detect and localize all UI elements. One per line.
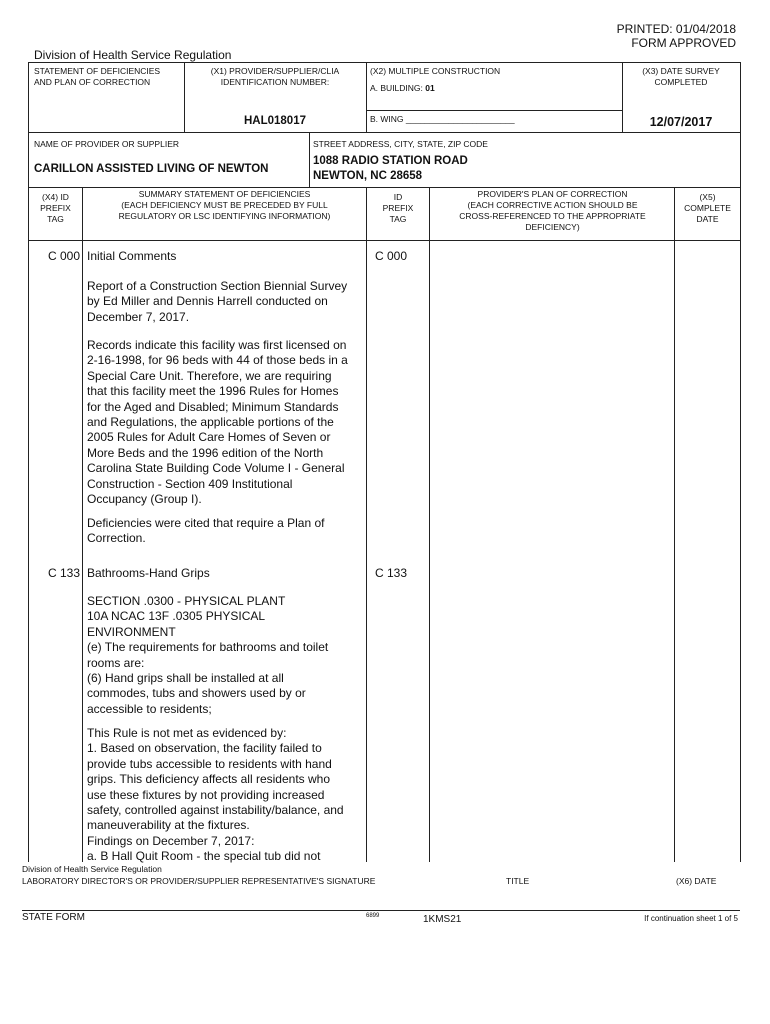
date-label: (X6) DATE xyxy=(676,876,717,886)
state-form-label: STATE FORM xyxy=(22,912,85,923)
entry-id-tag: C 133 xyxy=(375,566,408,580)
x5-column-header: (X5) COMPLETE DATE xyxy=(684,192,731,224)
x4-column-header: (X4) ID PREFIX TAG xyxy=(40,192,71,224)
entry-id-tag: C 000 xyxy=(375,249,408,263)
entry-paragraph: SECTION .0300 - PHYSICAL PLANT 10A NCAC 13F .0305 PHYSICAL ENVIRONMENT (e) The requirements for bathrooms and toilet rooms are: (6) Hand grips shall be installed at all commodes, tubs and showers used by or accessible to residents; xyxy=(87,594,329,716)
plan-column-header: PROVIDER'S PLAN OF CORRECTION (EACH CORRECTIVE ACTION SHOULD BE CROSS-REFERENCED TO THE APPROPRIATE DEFICIENCY) xyxy=(459,189,646,232)
x1-label: (X1) PROVIDER/SUPPLIER/CLIA IDENTIFICATION NUMBER: xyxy=(210,66,340,87)
entry-paragraph: Records indicate this facility was first licensed on 2-16-1998, for 96 beds with 44 of those beds in a Special Care Unit. Therefore, we are requiring that this facility meet the 1996 Rules for Homes for the Aged and Disabled; Minimum Standards and Regulations, the applicable portions of the 2005 Rules for Adult Care Homes of Seven or More Beds and the 1996 edition of the North Carolina State Building Code Volume I - General Construction - Section 409 Institutional Occupancy (Group I). xyxy=(87,338,348,507)
event-id: 1KMS21 xyxy=(423,914,462,925)
address-line-1: 1088 RADIO STATION ROAD xyxy=(313,155,468,167)
entry-title: Bathrooms-Hand Grips xyxy=(87,566,210,580)
address-label: STREET ADDRESS, CITY, STATE, ZIP CODE xyxy=(313,139,488,149)
entry-paragraph: This Rule is not met as evidenced by: 1. Based on observation, the facility failed to provide tubs accessible to residents with hand grips. This deficiency affects all residents who use these fixtures by not providing increased safety, controlled against instability/balance, and maneuverability at the fixtures. Findings on December 7, 2017: a. B Hall Quit Room - the special tub did not xyxy=(87,726,344,864)
agency-name: Division of Health Service Regulation xyxy=(34,48,232,62)
form-status: FORM APPROVED xyxy=(631,36,736,50)
title-label: TITLE xyxy=(506,876,530,886)
address-line-2: NEWTON, NC 28658 xyxy=(313,170,423,182)
form-number: 6899 xyxy=(366,913,380,919)
entry-tag: C 000 xyxy=(47,249,80,263)
statement-label: STATEMENT OF DEFICIENCIES AND PLAN OF CORRECTION xyxy=(34,66,161,87)
x2-building xyxy=(370,83,435,94)
printed-date: PRINTED: 01/04/2018 xyxy=(616,22,736,36)
x2-building-label: A. BUILDING: xyxy=(370,83,423,93)
summary-column-header: SUMMARY STATEMENT OF DEFICIENCIES (EACH DEFICIENCY MUST BE PRECEDED BY FULL REGULATORY OR LSC IDENTIFYING INFORMATION) xyxy=(118,189,331,221)
entry-tag: C 133 xyxy=(47,566,80,580)
x2-building-value: 01 xyxy=(425,83,435,93)
x3-label: (X3) DATE SURVEY COMPLETED xyxy=(642,66,720,87)
entry-title: Initial Comments xyxy=(87,249,177,263)
continuation-sheet: If continuation sheet 1 of 5 xyxy=(644,914,738,923)
provider-label: NAME OF PROVIDER OR SUPPLIER xyxy=(34,139,179,149)
x1-provider-id: HAL018017 xyxy=(243,115,306,127)
footer-agency: Division of Health Service Regulation xyxy=(22,864,162,874)
signature-label: LABORATORY DIRECTOR'S OR PROVIDER/SUPPLIER REPRESENTATIVE'S SIGNATURE xyxy=(22,876,376,886)
entry-paragraph: Deficiencies were cited that require a Plan of Correction. xyxy=(87,516,325,546)
x2-wing: B. WING _______________________ xyxy=(370,114,515,124)
id-column-header: ID PREFIX TAG xyxy=(382,192,414,224)
x2-label: (X2) MULTIPLE CONSTRUCTION xyxy=(370,66,501,76)
x3-survey-date: 12/07/2017 xyxy=(649,115,713,129)
entry-paragraph: Report of a Construction Section Biennial Survey by Ed Miller and Dennis Harrell conducted on December 7, 2017. xyxy=(87,279,348,324)
provider-name: CARILLON ASSISTED LIVING OF NEWTON xyxy=(34,163,269,175)
